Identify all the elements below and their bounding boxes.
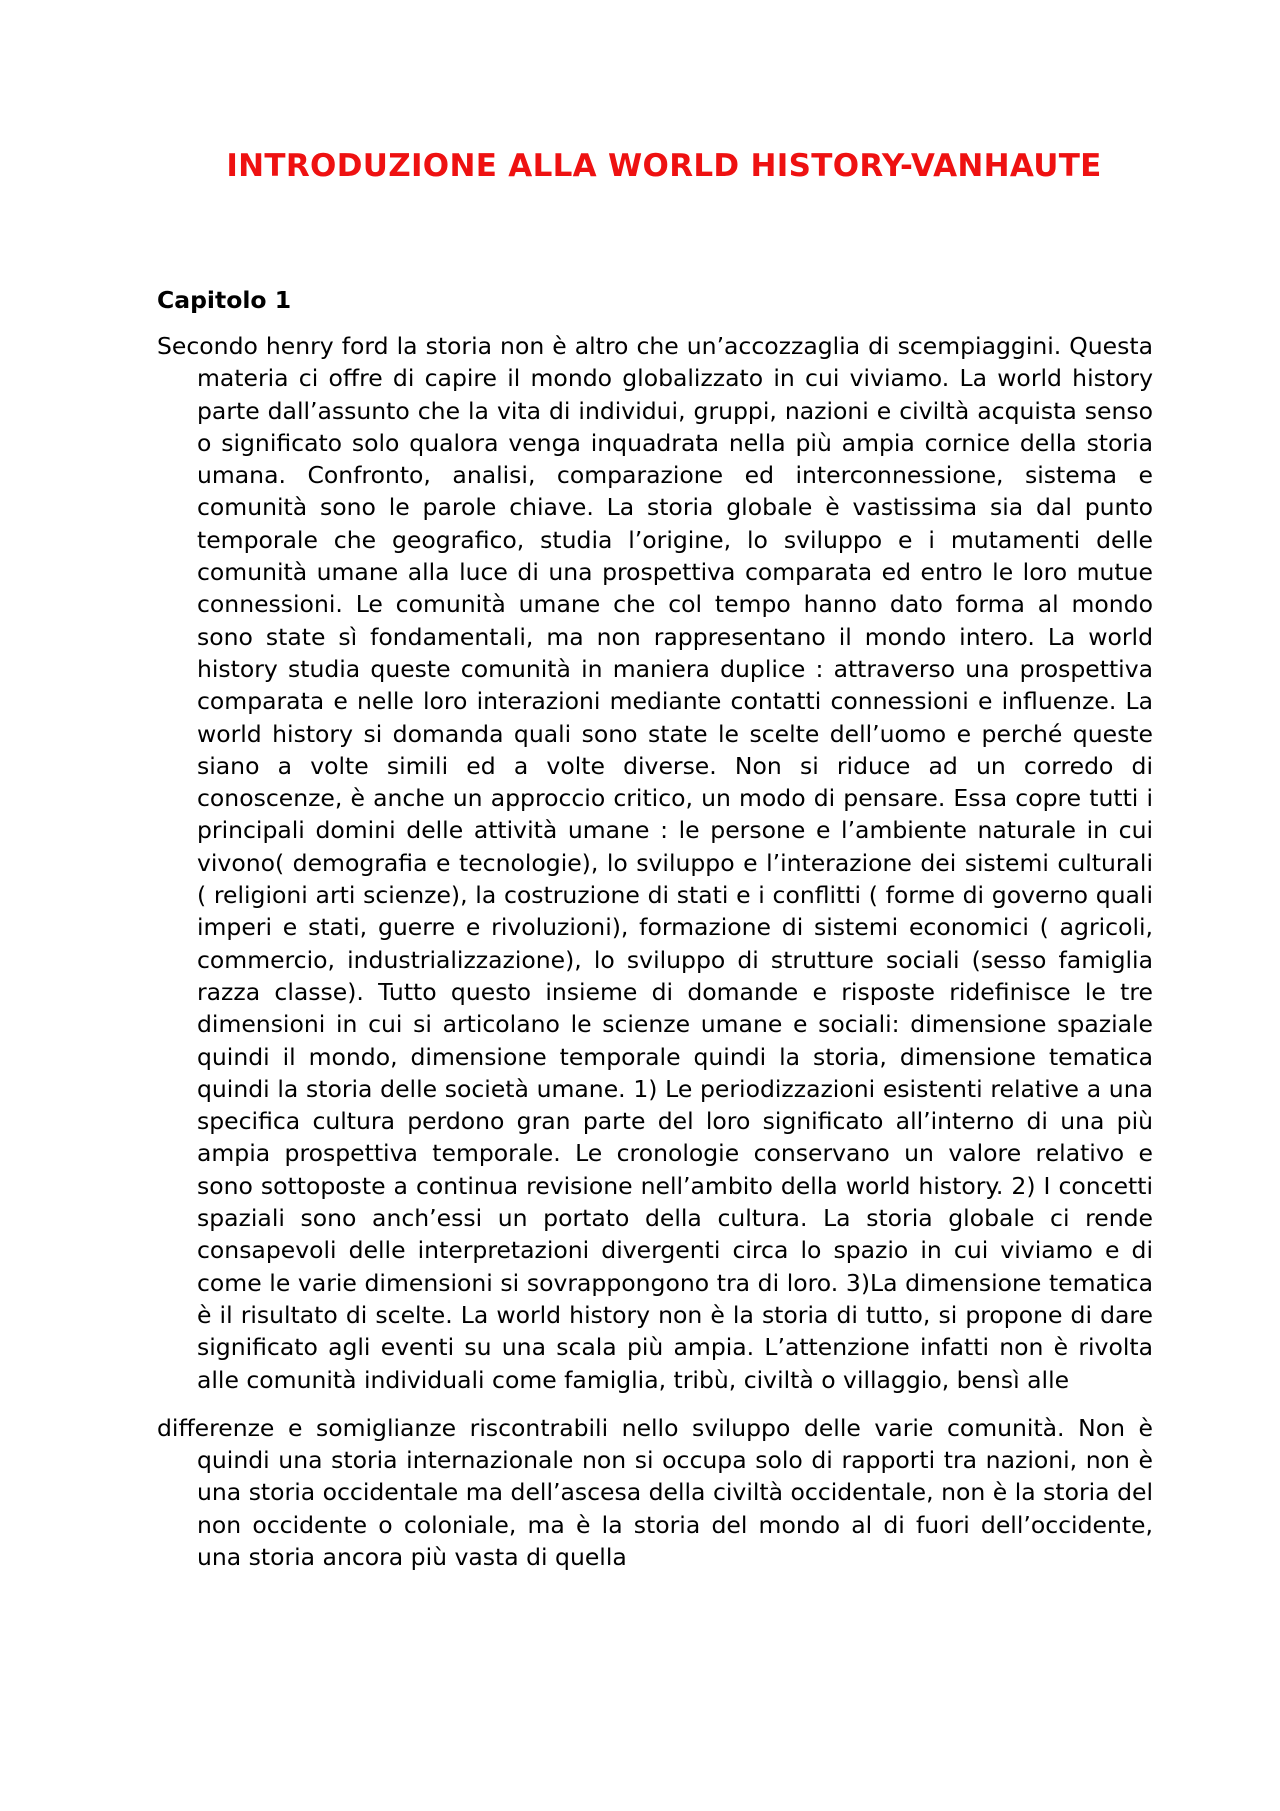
body-paragraph-2: differenze e somiglianze riscontrabili nello sviluppo delle varie comunità. Non è quindi una storia internazionale non si occupa solo di rapporti tra nazioni, non è una storia occidentale ma dell’ascesa della civiltà occidentale, non è la storia del non occidente o coloniale, ma è la storia del mondo al di fuori dell’occidente, una storia ancora più vasta di quella: [157, 1413, 1153, 1571]
body-paragraph-1: Secondo henry ford la storia non è altro che un’accozzaglia di scempiaggini. Questa materia ci offre di capire il mondo globalizzato in cui viviamo. La world history parte dall’assunto che la vita di individui, gruppi, nazioni e civiltà acquista senso o significato solo qualora venga inquadrata nella più ampia cornice della storia umana. Confronto, analisi, comparazione ed interconnessione, sistema e comunità sono le parole chiave. La storia globale è vastissima sia dal punto temporale che geografico, studia l’origine, lo sviluppo e i mutamenti delle comunità umane alla luce di una prospettiva comparata ed entro le loro mutue connessioni. Le comunità umane che col tempo hanno dato forma al mondo sono state sì fondamentali, ma non rappresentano il mondo intero. La world history studia queste comunità in maniera duplice : attraverso una prospettiva comparata e nelle loro interazioni mediante contatti connessioni e influenze. La world history si domanda quali sono state le scelte dell’uomo e perché queste siano a volte simili ed a volte diverse. Non si riduce ad un corredo di conoscenze, è anche un approccio critico, un modo di pensare. Essa copre tutti i principali domini delle attività umane : le persone e l’ambiente naturale in cui vivono( demografia e tecnologie), lo sviluppo e l’interazione dei sistemi culturali ( religioni arti scienze), la costruzione di stati e i conflitti ( forme di governo quali imperi e stati, guerre e rivoluzioni), formazione di sistemi economici ( agricoli, commercio, industrializzazione), lo sviluppo di strutture sociali (sesso famiglia razza classe). Tutto questo insieme di domande e risposte ridefinisce le tre dimensioni in cui si articolano le scienze umane e sociali: dimensione spaziale quindi il mondo, dimensione temporale quindi la storia, dimensione tematica quindi la storia delle società umane. 1) Le periodizzazioni esistenti relative a una specifica cultura perdono gran parte del loro significato all’interno di una più ampia prospettiva temporale. Le cronologie conservano un valore relativo e sono sottoposte a continua revisione nell’ambito della world history. 2) I concetti spaziali sono anch’essi un portato della cultura. La storia globale ci rende consapevoli delle interpretazioni divergenti circa lo spazio in cui viviamo e di come le varie dimensioni si sovrappongono tra di loro. 3)La dimensione tematica è il risultato di scelte. La world history non è la storia di tutto, si propone di dare significato agli eventi su una scala più ampia. L’attenzione infatti non è rivolta alle comunità individuali come famiglia, tribù, civiltà o villaggio, bensì alle: [157, 332, 1153, 1394]
document-title: INTRODUZIONE ALLA WORLD HISTORY-VANHAUTE: [226, 148, 1102, 184]
chapter-heading: Capitolo 1: [157, 286, 292, 314]
